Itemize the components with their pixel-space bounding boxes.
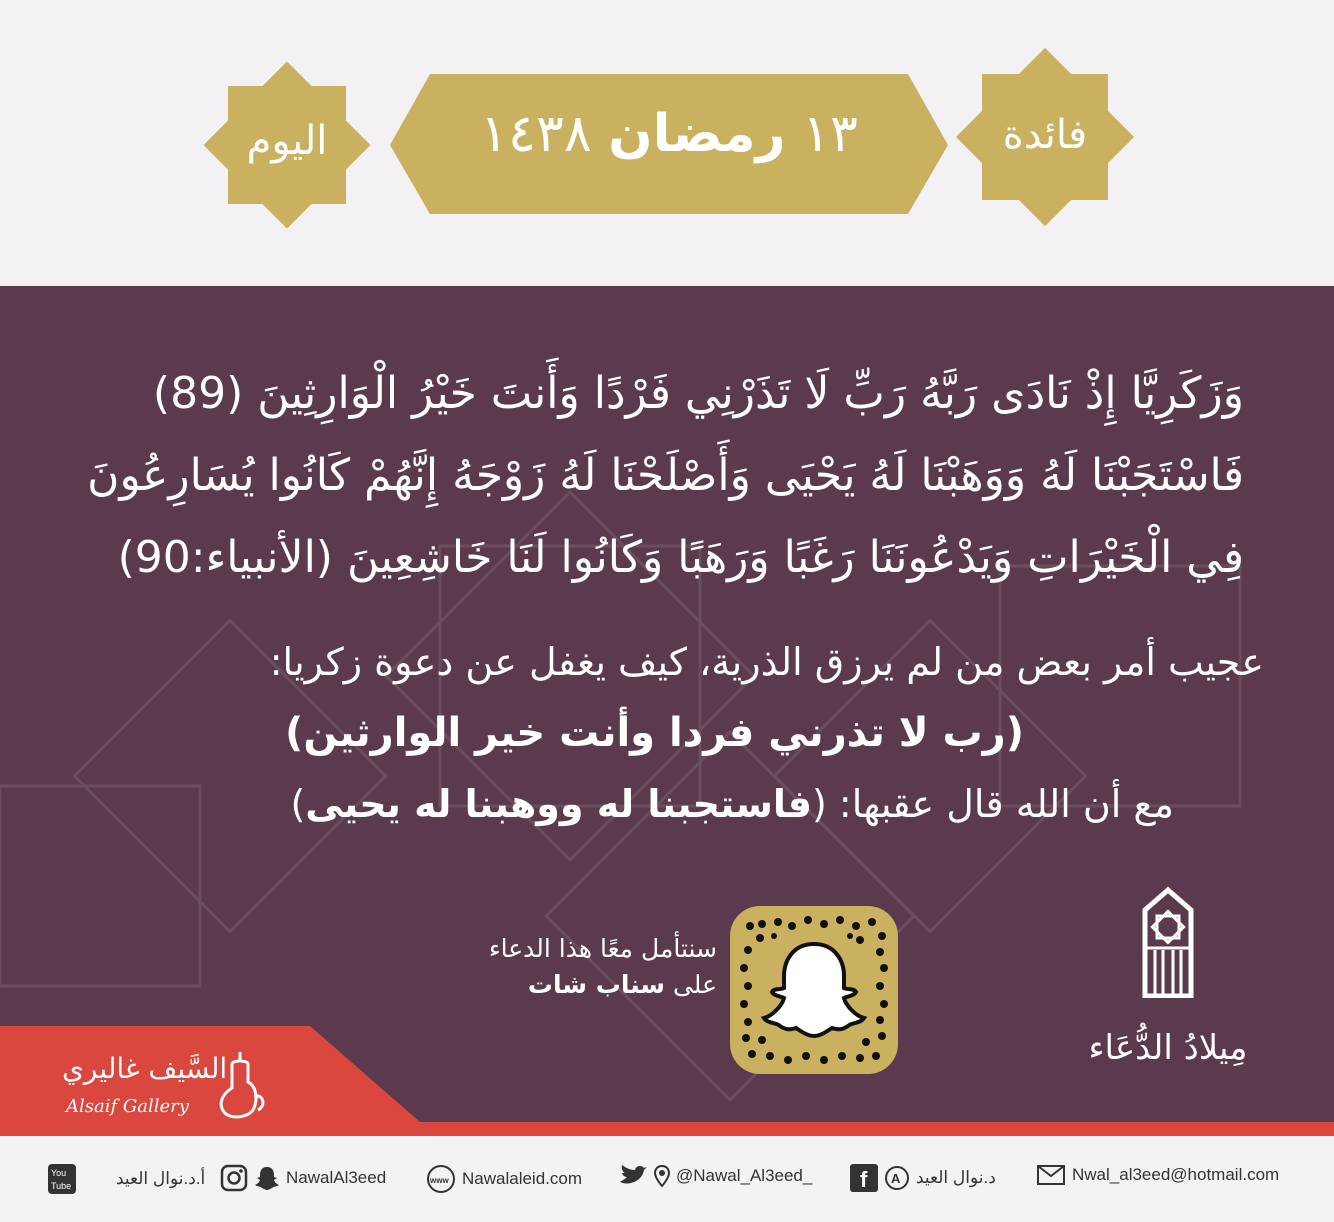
instagram-icon	[220, 1164, 248, 1192]
verse-line-1: وَزَكَرِيَّا إِذْ نَادَى رَبَّهُ رَبِّ لَا تَذَرْنِي فَرْدًا وَأَنتَ خَيْرُ الْوَارِثِينَ (89)	[152, 368, 1244, 419]
alsaif-gallery-english: Alsaif Gallery	[66, 1096, 189, 1117]
contact-youtube-name: أ.د.نوال العيد	[116, 1169, 206, 1188]
comment-line-3-suffix: )	[290, 782, 306, 826]
milad-logo-text: مِيلادُ الدُّعَاء	[1088, 1028, 1248, 1068]
comment-line-3	[290, 782, 1174, 826]
snap-invite-bold: سناب شات	[527, 970, 666, 999]
snapchat-icon	[254, 1165, 280, 1191]
date-day: ١٣	[802, 104, 858, 164]
youtube-icon	[48, 1164, 76, 1194]
alsaif-gallery-arabic: السَّيف غاليري	[62, 1052, 228, 1085]
label-today: اليوم	[246, 118, 328, 164]
milad-logo-icon	[1133, 886, 1203, 998]
svg-text:f: f	[860, 1167, 868, 1192]
date-display	[430, 104, 908, 164]
verse-line-2: فَاسْتَجَبْنَا لَهُ وَوَهَبْنَا لَهُ يَحْيَى وَأَصْلَحْنَا لَهُ زَوْجَهُ إِنَّهُمْ كَانُوا يُسَارِعُونَ	[87, 450, 1244, 501]
svg-text:A: A	[891, 1171, 901, 1186]
date-year: ١٤٣٨	[480, 104, 592, 164]
contact-youtube[interactable]	[48, 1164, 205, 1194]
date-month: رمضان	[608, 104, 786, 164]
contact-website[interactable]	[426, 1164, 582, 1194]
www-globe-icon	[426, 1164, 456, 1194]
snap-invite-prefix: على	[665, 970, 717, 999]
contact-twitter-text: @Nawal_Al3eed_	[676, 1166, 813, 1185]
svg-text:Tube: Tube	[51, 1181, 72, 1191]
askfm-icon	[884, 1165, 910, 1191]
contact-name-1: د.نوال العيد	[916, 1168, 996, 1187]
contact-twitter[interactable]	[618, 1164, 812, 1188]
comment-line-3-bold: فاستجبنا له ووهبنا له يحيى	[305, 782, 813, 826]
contact-snap-instagram-text: NawalAl3eed	[286, 1168, 387, 1187]
contact-website-text: Nawalaleid.com	[462, 1169, 582, 1188]
snap-invite-line-2	[528, 970, 717, 999]
mail-icon	[1036, 1164, 1066, 1186]
main-panel	[0, 286, 1334, 1136]
contact-email-text: Nwal_al3eed@hotmail.com	[1072, 1165, 1280, 1184]
contact-snap-instagram[interactable]	[220, 1164, 386, 1192]
svg-text:You: You	[51, 1168, 67, 1178]
label-faida: فائدة	[1002, 112, 1088, 158]
twitter-icon	[618, 1164, 648, 1188]
verse-line-3: فِي الْخَيْرَاتِ وَيَدْعُونَنَا رَغَبًا وَرَهَبًا وَكَانُوا لَنَا خَاشِعِينَ (الأنبياء:90)	[117, 532, 1244, 583]
header-banner	[0, 0, 1334, 286]
location-pin-icon	[654, 1164, 670, 1188]
comment-line-1: عجيب أمر بعض من لم يرزق الذرية، كيف يغفل عن دعوة زكريا:	[269, 640, 1264, 684]
facebook-icon	[850, 1164, 878, 1192]
contact-facebook[interactable]	[850, 1164, 996, 1192]
comment-line-2: (رب لا تذرني فردا وأنت خير الوارثين)	[285, 710, 1024, 756]
comment-line-3-prefix: مع أن الله قال عقبها: (	[812, 782, 1174, 826]
contact-email[interactable]	[1036, 1164, 1279, 1186]
snap-invite-line-1: سنتأمل معًا هذا الدعاء	[488, 934, 717, 963]
svg-text:www: www	[430, 1176, 449, 1185]
